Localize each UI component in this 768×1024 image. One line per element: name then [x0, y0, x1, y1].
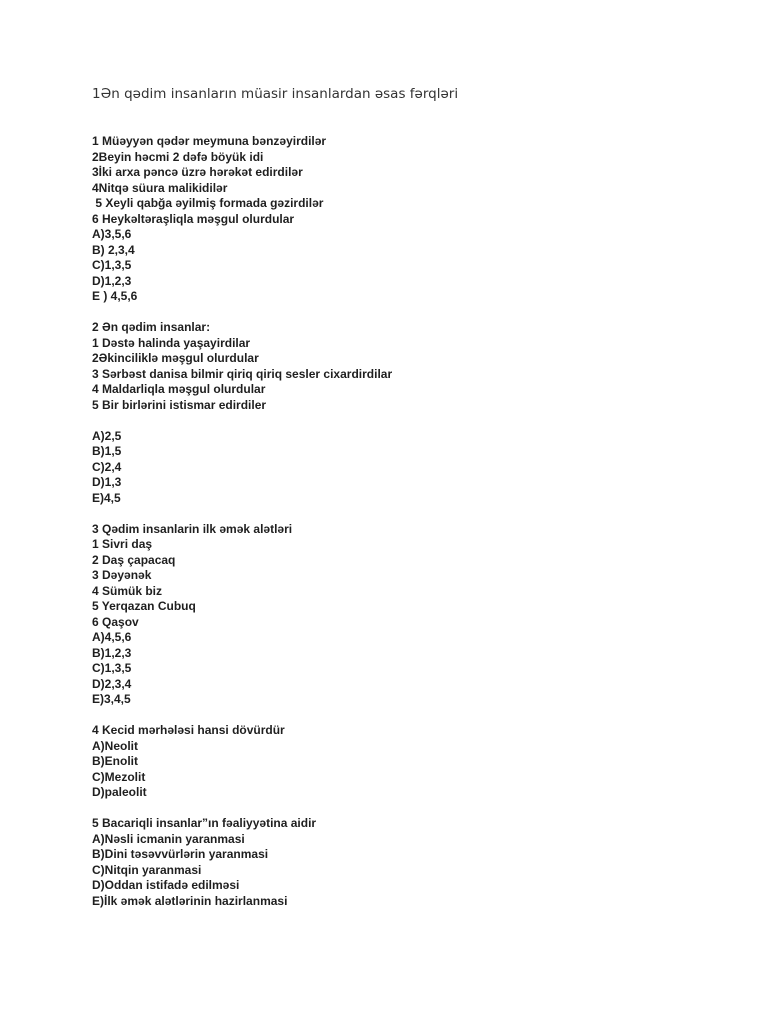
q2-option: A)2,5	[92, 428, 122, 443]
document-body	[92, 134, 732, 909]
q2-item: 1 Dəstə halinda yaşayirdilar	[92, 335, 251, 350]
q3-option: A)4,5,6	[92, 630, 132, 644]
question-2	[92, 320, 732, 506]
q2-item: 5 Bir birlərini istismar edirdiler	[92, 397, 267, 412]
q5-title: 5 Bacariqli insanlar”ın fəaliyyətina aidir	[92, 816, 317, 830]
spacer	[92, 801, 732, 817]
q1-item: 5 Xeyli qabğa əyilmiş formada gəzirdilər	[92, 196, 324, 210]
spacer	[92, 305, 732, 321]
q2-item: 3 Sərbəst danisa bilmir qiriq qiriq sesler cixardirdilar	[92, 366, 393, 381]
question-1	[92, 134, 732, 305]
q3-item: 3 Dəyənək	[92, 568, 152, 582]
q3-item: 4 Sümük biz	[92, 583, 163, 598]
q2-item: 2Əkinciliklə məşgul olurdular	[92, 351, 259, 365]
spacer	[92, 506, 732, 522]
q3-item: 2 Daş çapacaq	[92, 552, 176, 567]
q1-option: B) 2,3,4	[92, 242, 135, 257]
q1-option: C)1,3,5	[92, 258, 132, 272]
q4-option: B)Enolit	[92, 754, 138, 768]
q4-option: D)paleolit	[92, 785, 147, 799]
question-5	[92, 816, 732, 909]
q3-option: C)1,3,5	[92, 661, 132, 675]
document-heading: 1Ən qədim insanların müasir insanlardan əsas fərqləri	[92, 86, 459, 102]
q5-option: A)Nəsli icmanin yaranmasi	[92, 831, 245, 846]
q1-item: 6 Heykəltəraşliqla məşgul olurdular	[92, 211, 295, 226]
q1-option: A)3,5,6	[92, 227, 132, 241]
spacer	[92, 708, 732, 724]
q2-item: 4 Maldarliqla məşgul olurdular	[92, 382, 266, 396]
question-4	[92, 723, 732, 801]
q3-item: 1 Sivri daş	[92, 537, 153, 551]
q1-item: 1 Müəyyən qədər meymuna bənzəyirdilər	[92, 134, 327, 148]
q4-title: 4 Kecid mərhələsi hansi dövürdür	[92, 723, 285, 737]
q1-option: D)1,2,3	[92, 273, 132, 288]
q3-option: D)2,3,4	[92, 676, 132, 691]
q3-item: 5 Yerqazan Cubuq	[92, 599, 196, 613]
q2-title: 2 Ən qədim insanlar:	[92, 320, 211, 334]
q3-item: 6 Qaşov	[92, 614, 139, 629]
q1-item: 2Beyin həcmi 2 dəfə böyük idi	[92, 149, 264, 164]
q1-option: E ) 4,5,6	[92, 289, 138, 303]
q4-option: C)Mezolit	[92, 769, 146, 784]
q2-option: B)1,5	[92, 444, 122, 458]
q5-option: E)İlk əmək alətlərinin hazirlanmasi	[92, 893, 288, 908]
q5-option: D)Oddan istifadə edilməsi	[92, 878, 240, 892]
q2-option: C)2,4	[92, 459, 122, 474]
q5-option: C)Nitqin yaranmasi	[92, 862, 202, 877]
q3-title: 3 Qədim insanlarin ilk əmək alətləri	[92, 521, 293, 536]
question-3	[92, 522, 732, 708]
q3-option: E)3,4,5	[92, 692, 131, 706]
q1-item: 3İki arxa pəncə üzrə hərəkət edirdilər	[92, 165, 303, 179]
q4-option: A)Neolit	[92, 738, 138, 753]
q3-option: B)1,2,3	[92, 645, 132, 660]
q5-option: B)Dini təsəvvürlərin yaranmasi	[92, 847, 269, 861]
q2-option: D)1,3	[92, 475, 122, 489]
spacer	[92, 413, 732, 429]
q1-item: 4Nitqə süura malikidilər	[92, 180, 228, 195]
q2-option: E)4,5	[92, 490, 121, 505]
